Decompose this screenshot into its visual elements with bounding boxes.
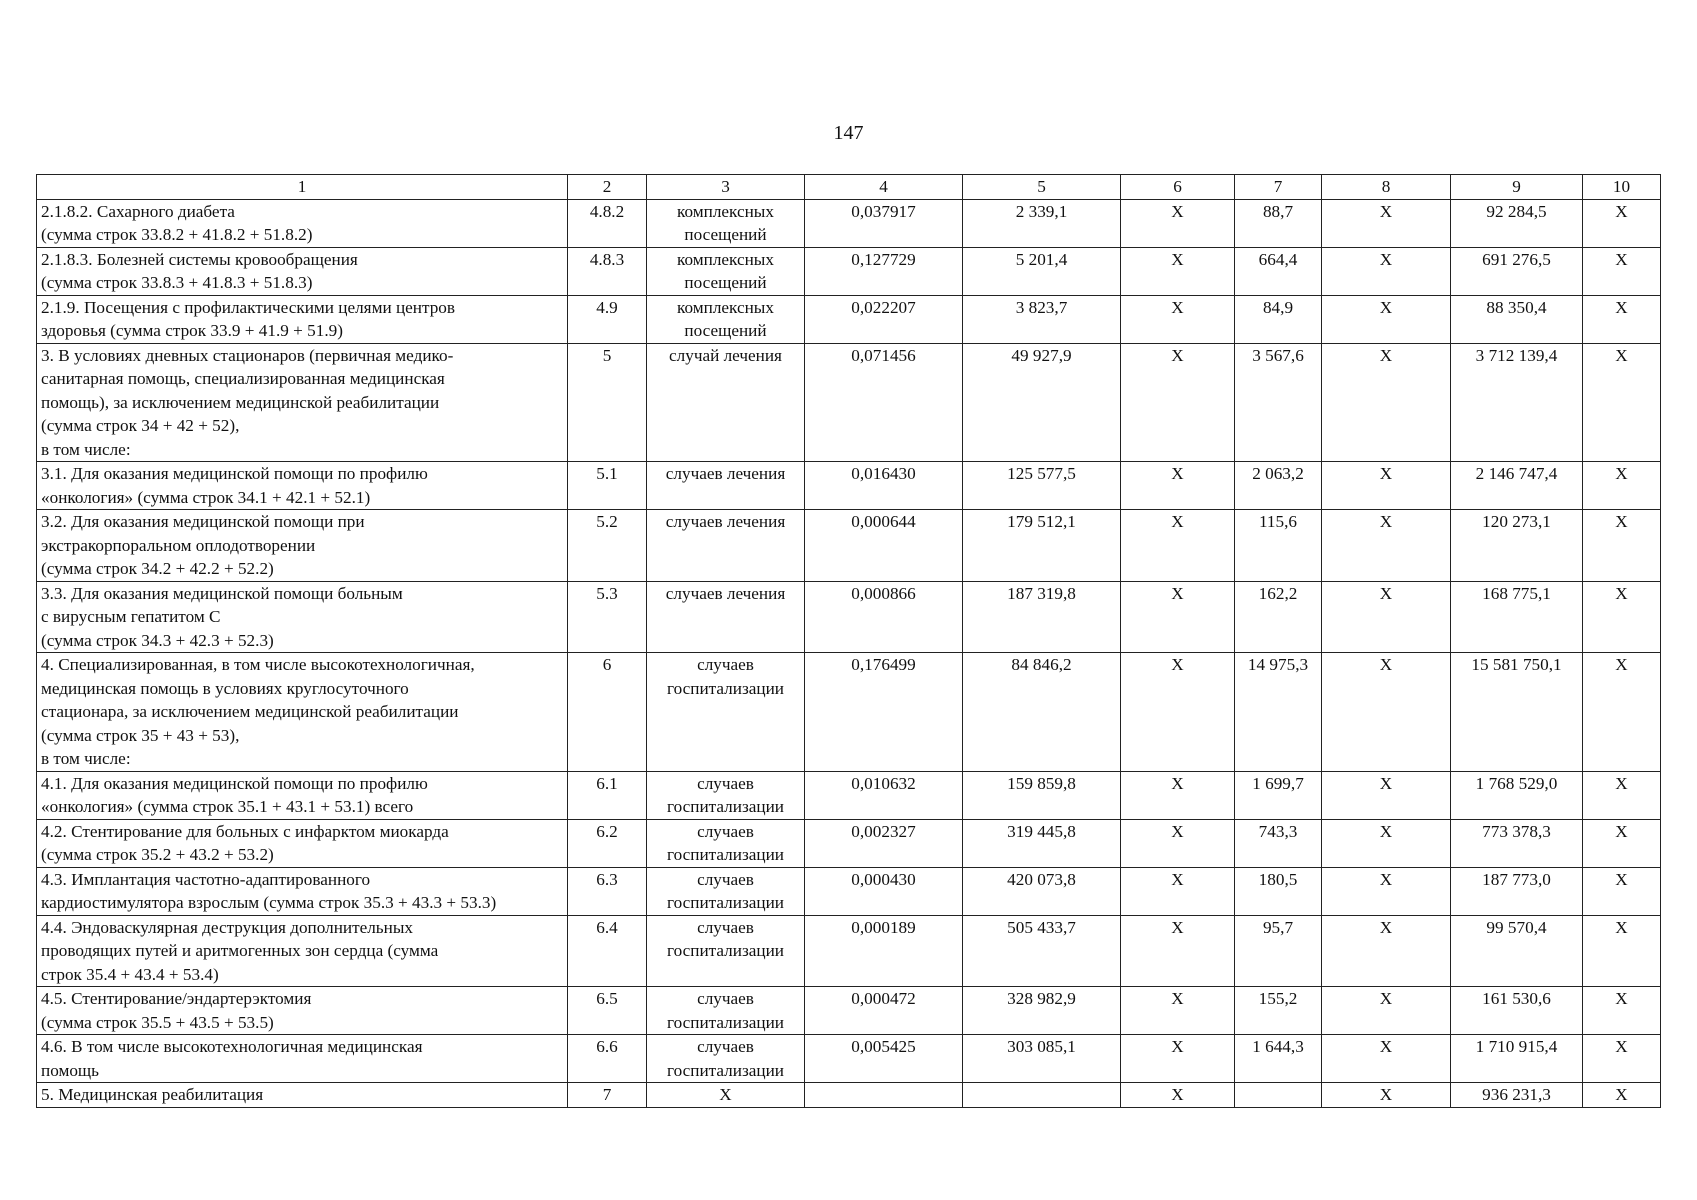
column-header: 3 <box>647 175 805 200</box>
column-header: 8 <box>1322 175 1451 200</box>
total-cost-cell: 168 775,1 <box>1451 581 1583 653</box>
table-row <box>37 343 1661 462</box>
unit-cell: комплексных посещений <box>647 247 805 295</box>
column-header: 10 <box>1583 175 1661 200</box>
cost-norm-cell: 3 823,7 <box>963 295 1121 343</box>
per-capita-value-cell: 3 567,6 <box>1235 343 1322 462</box>
col-8-value-cell: X <box>1322 510 1451 582</box>
cost-norm-cell: 319 445,8 <box>963 819 1121 867</box>
col-10-value-cell: X <box>1583 867 1661 915</box>
table-row <box>37 771 1661 819</box>
unit-cell: комплексных посещений <box>647 199 805 247</box>
volume-norm-cell: 0,000644 <box>805 510 963 582</box>
per-capita-value-cell <box>1235 1083 1322 1108</box>
column-header: 7 <box>1235 175 1322 200</box>
volume-norm-cell: 0,000472 <box>805 987 963 1035</box>
col-8-value-cell: X <box>1322 819 1451 867</box>
total-cost-cell: 936 231,3 <box>1451 1083 1583 1108</box>
col-8-value-cell: X <box>1322 653 1451 772</box>
table-row <box>37 987 1661 1035</box>
col-8-value-cell: X <box>1322 867 1451 915</box>
row-label-cell: 4.2. Стентирование для больных с инфарктом миокарда (сумма строк 35.2 + 43.2 + 53.2) <box>37 819 568 867</box>
total-cost-cell: 3 712 139,4 <box>1451 343 1583 462</box>
cost-norm-cell: 2 339,1 <box>963 199 1121 247</box>
unit-cell: случаев госпитализации <box>647 1035 805 1083</box>
cost-norm-cell: 505 433,7 <box>963 915 1121 987</box>
page-number: 147 <box>833 122 864 144</box>
line-code-cell: 6 <box>568 653 647 772</box>
table-row <box>37 867 1661 915</box>
unit-cell: случаев лечения <box>647 510 805 582</box>
line-code-cell: 7 <box>568 1083 647 1108</box>
line-code-cell: 4.9 <box>568 295 647 343</box>
line-code-cell: 4.8.2 <box>568 199 647 247</box>
col-6-value-cell: X <box>1121 1083 1235 1108</box>
table-row <box>37 581 1661 653</box>
column-header: 9 <box>1451 175 1583 200</box>
col-10-value-cell: X <box>1583 771 1661 819</box>
table-row <box>37 915 1661 987</box>
total-cost-cell: 15 581 750,1 <box>1451 653 1583 772</box>
column-header: 5 <box>963 175 1121 200</box>
col-10-value-cell: X <box>1583 343 1661 462</box>
row-label-cell: 4.6. В том числе высокотехнологичная медицинская помощь <box>37 1035 568 1083</box>
unit-cell: случаев лечения <box>647 581 805 653</box>
line-code-cell: 5 <box>568 343 647 462</box>
col-8-value-cell: X <box>1322 1035 1451 1083</box>
col-10-value-cell: X <box>1583 581 1661 653</box>
col-6-value-cell: X <box>1121 510 1235 582</box>
column-header: 2 <box>568 175 647 200</box>
per-capita-value-cell: 14 975,3 <box>1235 653 1322 772</box>
cost-norm-cell: 420 073,8 <box>963 867 1121 915</box>
unit-cell: случаев госпитализации <box>647 915 805 987</box>
cost-norm-cell <box>963 1083 1121 1108</box>
col-6-value-cell: X <box>1121 581 1235 653</box>
volume-norm-cell: 0,127729 <box>805 247 963 295</box>
col-6-value-cell: X <box>1121 987 1235 1035</box>
line-code-cell: 5.2 <box>568 510 647 582</box>
unit-cell: случаев госпитализации <box>647 771 805 819</box>
row-label-cell: 2.1.8.3. Болезней системы кровообращения (сумма строк 33.8.3 + 41.8.3 + 51.8.3) <box>37 247 568 295</box>
unit-cell: случаев лечения <box>647 462 805 510</box>
col-6-value-cell: X <box>1121 199 1235 247</box>
line-code-cell: 4.8.3 <box>568 247 647 295</box>
per-capita-value-cell: 743,3 <box>1235 819 1322 867</box>
volume-norm-cell: 0,016430 <box>805 462 963 510</box>
row-label-cell: 3.2. Для оказания медицинской помощи при экстракорпоральном оплодотворении (сумма строк 34.2 + 42.2 + 52.2) <box>37 510 568 582</box>
col-10-value-cell: X <box>1583 510 1661 582</box>
total-cost-cell: 1 710 915,4 <box>1451 1035 1583 1083</box>
table-row <box>37 653 1661 772</box>
col-8-value-cell: X <box>1322 247 1451 295</box>
volume-norm-cell: 0,000189 <box>805 915 963 987</box>
col-10-value-cell: X <box>1583 653 1661 772</box>
column-header: 6 <box>1121 175 1235 200</box>
cost-norm-cell: 49 927,9 <box>963 343 1121 462</box>
volume-norm-cell: 0,000430 <box>805 867 963 915</box>
per-capita-value-cell: 180,5 <box>1235 867 1322 915</box>
per-capita-value-cell: 1 644,3 <box>1235 1035 1322 1083</box>
volume-norm-cell: 0,176499 <box>805 653 963 772</box>
table-row <box>37 1035 1661 1083</box>
total-cost-cell: 88 350,4 <box>1451 295 1583 343</box>
row-label-cell: 4.1. Для оказания медицинской помощи по профилю «онкология» (сумма строк 35.1 + 43.1 + 53.1) всего <box>37 771 568 819</box>
total-cost-cell: 691 276,5 <box>1451 247 1583 295</box>
line-code-cell: 6.1 <box>568 771 647 819</box>
col-6-value-cell: X <box>1121 343 1235 462</box>
cost-norm-cell: 159 859,8 <box>963 771 1121 819</box>
col-8-value-cell: X <box>1322 771 1451 819</box>
total-cost-cell: 99 570,4 <box>1451 915 1583 987</box>
line-code-cell: 5.1 <box>568 462 647 510</box>
col-8-value-cell: X <box>1322 462 1451 510</box>
total-cost-cell: 120 273,1 <box>1451 510 1583 582</box>
col-6-value-cell: X <box>1121 819 1235 867</box>
row-label-cell: 2.1.9. Посещения с профилактическими целями центров здоровья (сумма строк 33.9 + 41.9 + 51.9) <box>37 295 568 343</box>
row-label-cell: 4.5. Стентирование/эндартерэктомия (сумма строк 35.5 + 43.5 + 53.5) <box>37 987 568 1035</box>
col-8-value-cell: X <box>1322 1083 1451 1108</box>
line-code-cell: 6.4 <box>568 915 647 987</box>
data-table <box>36 174 1661 1108</box>
table-body <box>37 199 1661 1107</box>
total-cost-cell: 2 146 747,4 <box>1451 462 1583 510</box>
row-label-cell: 4.3. Имплантация частотно-адаптированного кардиостимулятора взрослым (сумма строк 35.3 + 43.3 + 53.3) <box>37 867 568 915</box>
volume-norm-cell: 0,005425 <box>805 1035 963 1083</box>
col-8-value-cell: X <box>1322 581 1451 653</box>
total-cost-cell: 187 773,0 <box>1451 867 1583 915</box>
cost-norm-cell: 179 512,1 <box>963 510 1121 582</box>
row-label-cell: 3. В условиях дневных стационаров (первичная медико- санитарная помощь, специализированная медицинская помощь), за исключением медицинской реабилитации (сумма строк 34 + 42 + 52), в том числе: <box>37 343 568 462</box>
row-label-cell: 3.3. Для оказания медицинской помощи больным с вирусным гепатитом С (сумма строк 34.3 + 42.3 + 52.3) <box>37 581 568 653</box>
col-6-value-cell: X <box>1121 653 1235 772</box>
col-8-value-cell: X <box>1322 343 1451 462</box>
col-10-value-cell: X <box>1583 199 1661 247</box>
line-code-cell: 6.3 <box>568 867 647 915</box>
total-cost-cell: 1 768 529,0 <box>1451 771 1583 819</box>
cost-norm-cell: 84 846,2 <box>963 653 1121 772</box>
per-capita-value-cell: 155,2 <box>1235 987 1322 1035</box>
col-10-value-cell: X <box>1583 915 1661 987</box>
row-label-cell: 3.1. Для оказания медицинской помощи по профилю «онкология» (сумма строк 34.1 + 42.1 + 52.1) <box>37 462 568 510</box>
table-row <box>37 199 1661 247</box>
col-10-value-cell: X <box>1583 1083 1661 1108</box>
col-6-value-cell: X <box>1121 1035 1235 1083</box>
volume-norm-cell: 0,002327 <box>805 819 963 867</box>
col-8-value-cell: X <box>1322 915 1451 987</box>
row-label-cell: 2.1.8.2. Сахарного диабета (сумма строк 33.8.2 + 41.8.2 + 51.8.2) <box>37 199 568 247</box>
line-code-cell: 6.6 <box>568 1035 647 1083</box>
total-cost-cell: 92 284,5 <box>1451 199 1583 247</box>
per-capita-value-cell: 1 699,7 <box>1235 771 1322 819</box>
col-6-value-cell: X <box>1121 867 1235 915</box>
table-row <box>37 295 1661 343</box>
unit-cell: случаев госпитализации <box>647 987 805 1035</box>
col-10-value-cell: X <box>1583 295 1661 343</box>
unit-cell: случаев госпитализации <box>647 867 805 915</box>
column-header: 1 <box>37 175 568 200</box>
header-row <box>37 175 1661 200</box>
volume-norm-cell: 0,037917 <box>805 199 963 247</box>
col-10-value-cell: X <box>1583 1035 1661 1083</box>
cost-norm-cell: 5 201,4 <box>963 247 1121 295</box>
volume-norm-cell: 0,022207 <box>805 295 963 343</box>
volume-norm-cell: 0,071456 <box>805 343 963 462</box>
per-capita-value-cell: 115,6 <box>1235 510 1322 582</box>
table-row <box>37 819 1661 867</box>
col-6-value-cell: X <box>1121 247 1235 295</box>
col-6-value-cell: X <box>1121 915 1235 987</box>
total-cost-cell: 161 530,6 <box>1451 987 1583 1035</box>
col-8-value-cell: X <box>1322 987 1451 1035</box>
per-capita-value-cell: 162,2 <box>1235 581 1322 653</box>
col-6-value-cell: X <box>1121 462 1235 510</box>
volume-norm-cell: 0,010632 <box>805 771 963 819</box>
col-10-value-cell: X <box>1583 462 1661 510</box>
cost-norm-cell: 125 577,5 <box>963 462 1121 510</box>
col-10-value-cell: X <box>1583 247 1661 295</box>
unit-cell: случай лечения <box>647 343 805 462</box>
cost-norm-cell: 328 982,9 <box>963 987 1121 1035</box>
unit-cell: случаев госпитализации <box>647 819 805 867</box>
per-capita-value-cell: 88,7 <box>1235 199 1322 247</box>
line-code-cell: 5.3 <box>568 581 647 653</box>
row-label-cell: 5. Медицинская реабилитация <box>37 1083 568 1108</box>
col-8-value-cell: X <box>1322 199 1451 247</box>
per-capita-value-cell: 2 063,2 <box>1235 462 1322 510</box>
volume-norm-cell: 0,000866 <box>805 581 963 653</box>
cost-norm-cell: 303 085,1 <box>963 1035 1121 1083</box>
row-label-cell: 4. Специализированная, в том числе высокотехнологичная, медицинская помощь в условиях круглосуточного стационара, за исключением медицинской реабилитации (сумма строк 35 + 43 + 53), в том числе: <box>37 653 568 772</box>
col-8-value-cell: X <box>1322 295 1451 343</box>
unit-cell: комплексных посещений <box>647 295 805 343</box>
table-row <box>37 510 1661 582</box>
total-cost-cell: 773 378,3 <box>1451 819 1583 867</box>
per-capita-value-cell: 84,9 <box>1235 295 1322 343</box>
per-capita-value-cell: 664,4 <box>1235 247 1322 295</box>
table-row <box>37 1083 1661 1108</box>
line-code-cell: 6.2 <box>568 819 647 867</box>
volume-norm-cell <box>805 1083 963 1108</box>
table-row <box>37 247 1661 295</box>
unit-cell: случаев госпитализации <box>647 653 805 772</box>
unit-cell: X <box>647 1083 805 1108</box>
col-6-value-cell: X <box>1121 295 1235 343</box>
col-10-value-cell: X <box>1583 987 1661 1035</box>
line-code-cell: 6.5 <box>568 987 647 1035</box>
row-label-cell: 4.4. Эндоваскулярная деструкция дополнительных проводящих путей и аритмогенных зон сердца (сумма строк 35.4 + 43.4 + 53.4) <box>37 915 568 987</box>
per-capita-value-cell: 95,7 <box>1235 915 1322 987</box>
col-10-value-cell: X <box>1583 819 1661 867</box>
col-6-value-cell: X <box>1121 771 1235 819</box>
cost-norm-cell: 187 319,8 <box>963 581 1121 653</box>
column-header: 4 <box>805 175 963 200</box>
table-row <box>37 462 1661 510</box>
